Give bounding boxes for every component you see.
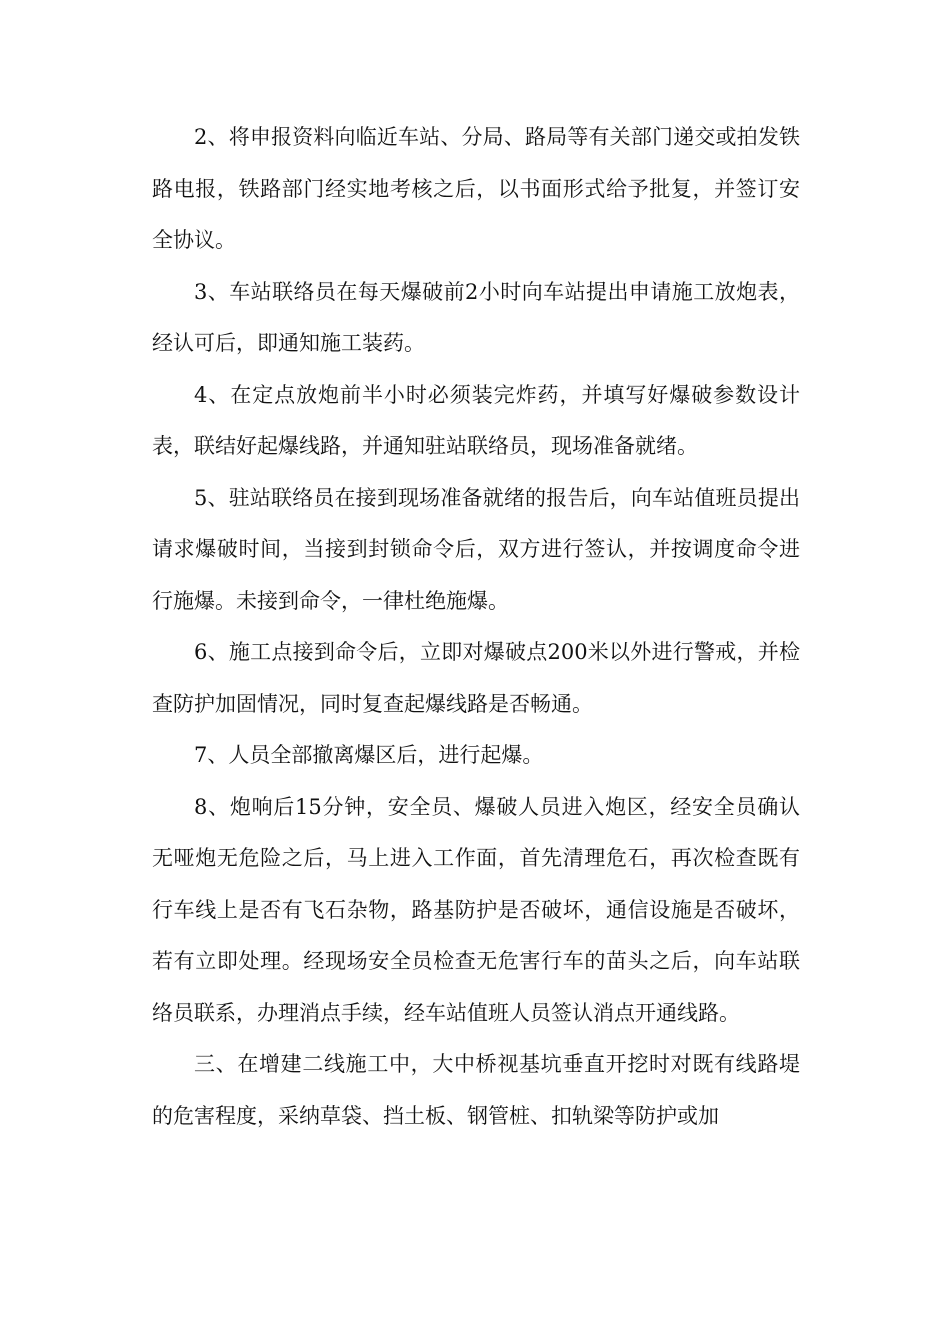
paragraph-item-4: 4、在定点放炮前半小时必须装完炸药，并填写好爆破参数设计表，联结好起爆线路，并通知驻站联络员，现场准备就绪。 (152, 382, 800, 458)
paragraph-item-6: 6、施工点接到命令后，立即对爆破点200米以外进行警戒，并检查防护加固情况，同时复查起爆线路是否畅通。 (152, 640, 800, 716)
paragraph-item-3: 3、车站联络员在每天爆破前2小时向车站提出申请施工放炮表，经认可后，即通知施工装药。 (152, 279, 800, 355)
paragraph-item-7: 7、人员全部撤离爆区后，进行起爆。 (194, 743, 544, 767)
paragraph-item-5: 5、驻站联络员在接到现场准备就绪的报告后，向车站值班员提出请求爆破时间，当接到封锁命令后，双方进行签认，并按调度命令进行施爆。未接到命令，一律杜绝施爆。 (152, 485, 800, 613)
paragraph-section-3: 三、在增建二线施工中，大中桥视基坑垂直开挖时对既有线路堤的危害程度，采纳草袋、挡土板、钢管桩、扣轨梁等防护或加 (152, 1052, 800, 1128)
paragraph-item-2: 2、将申报资料向临近车站、分局、路局等有关部门递交或拍发铁路电报，铁路部门经实地考核之后，以书面形式给予批复，并签订安全协议。 (152, 125, 800, 252)
document-body (152, 112, 800, 1142)
paragraph-item-8: 8、炮响后15分钟，安全员、爆破人员进入炮区，经安全员确认无哑炮无危险之后，马上进入工作面，首先清理危石，再次检查既有行车线上是否有飞石杂物，路基防护是否破坏，通信设施是否破坏，若有立即处理。经现场安全员检查无危害行车的苗头之后，向车站联络员联系，办理消点手续，经车站值班人员签认消点开通线路。 (152, 794, 800, 1025)
